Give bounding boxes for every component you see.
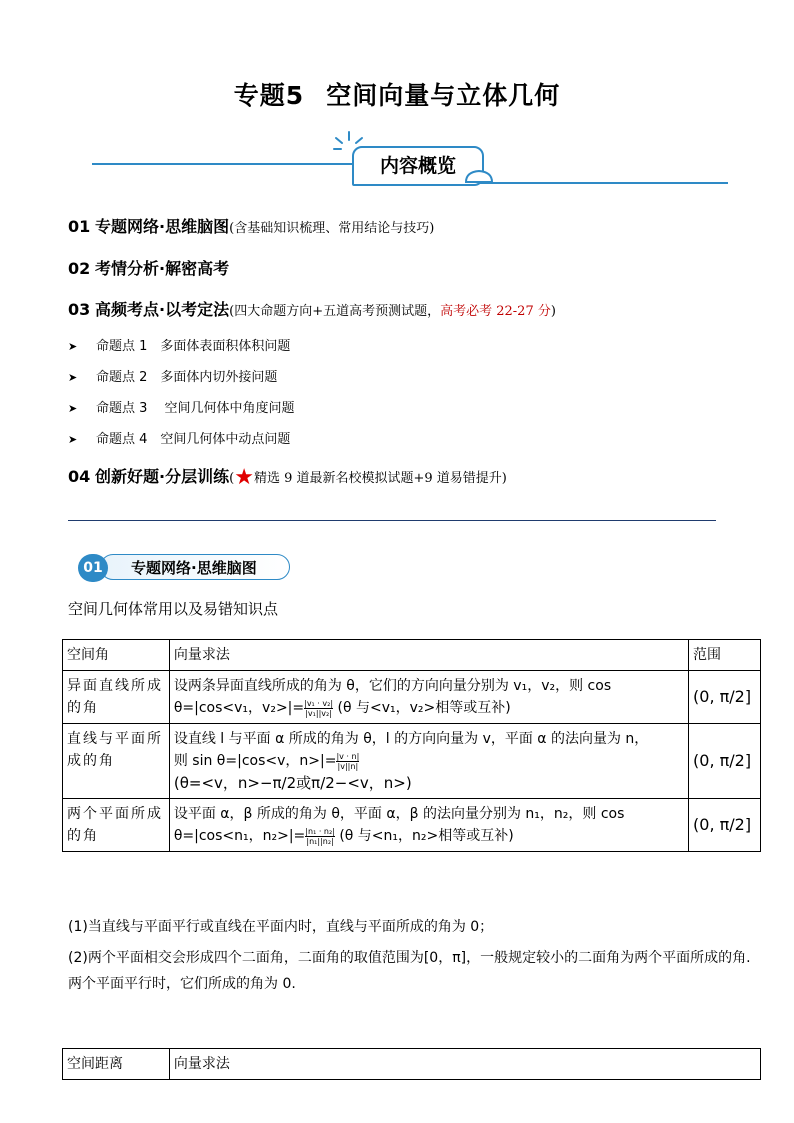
angle-name: 直线与平面所成的角 [63, 724, 170, 799]
angle-formula: 设直线 l 与平面 α 所成的角为 θ，l 的方向向量为 v，平面 α 的法向量为 n， 则 sin θ=|cos<v，n>|= $\frac{|v \cdot n|}{|v||n|}$ (θ=<v，n>−π/2或π/2−<v，n>) [169, 724, 688, 799]
title-topic-number: 专题5 [233, 81, 305, 110]
title-topic-name: 空间向量与立体几何 [326, 81, 561, 110]
intro-text: 空间几何体常用以及易错知识点 [68, 600, 279, 618]
star-icon: ★ [234, 465, 254, 490]
space-angle-table [62, 639, 761, 852]
overview-badge: 内容概览 [352, 146, 484, 186]
section-label: 专题网络·思维脑图 [100, 554, 290, 580]
angle-range: (0, π/2] [689, 671, 761, 724]
note-1: (1)当直线与平面平行或直线在平面内时，直线与平面所成的角为 0； [68, 919, 494, 935]
space-distance-table [62, 1048, 761, 1080]
formula-fraction: $\frac{|v \cdot n|}{|v||n|}$ [336, 751, 360, 771]
table-row [63, 671, 761, 724]
formula-fraction: $\frac{\text{|v₁ · v₂|}}{\text{|v₁||v₂|}}$ [304, 698, 334, 718]
section-number: 01 [78, 554, 108, 582]
page-title [0, 76, 794, 112]
table-header: 范围 [689, 640, 761, 671]
toc-item-03: 03 高频考点·以考定法(四大命题方向+五道高考预测试题，高考必考 22-27 分) [68, 300, 556, 319]
angle-formula: 设平面 α，β 所成的角为 θ，平面 α，β 的法向量分别为 n₁，n₂，则 cos θ=|cos<n₁，n₂>|= $\frac{\text{|n₁ · n₂|}}{\text{|n₁||n₂|}}$ (θ 与<n₁，n₂>相等或互补) [169, 799, 688, 852]
angle-formula: 设两条异面直线所成的角为 θ，它们的方向向量分别为 v₁，v₂，则 cos θ=|cos<v₁，v₂>|= $\frac{\text{|v₁ · v₂|}}{\text{|v₁||v₂|}}$ (θ 与<v₁，v₂>相等或互补) [169, 671, 688, 724]
angle-range: (0, π/2] [689, 799, 761, 852]
table-header: 向量求法 [169, 640, 688, 671]
table-row [63, 799, 761, 852]
hat-icon [462, 166, 496, 186]
table-header: 空间距离 [63, 1049, 170, 1080]
subpoint-3: ➤ 命题点 3 空间几何体中角度问题 [68, 401, 295, 416]
angle-name: 两个平面所成的角 [63, 799, 170, 852]
angle-range: (0, π/2] [689, 724, 761, 799]
note-2: (2)两个平面相交会形成四个二面角，二面角的取值范围为[0，π]，一般规定较小的二面角为两个平面所成的角. 两个平面平行时，它们所成的角为 0. [68, 950, 751, 992]
subpoint-1: ➤ 命题点 1 多面体表面积体积问题 [68, 339, 291, 354]
toc-item-04: 04 创新好题·分层训练(★精选 9 道最新名校模拟试题+9 道易错提升) [68, 465, 507, 490]
header-divider-right [478, 182, 728, 184]
table-header: 向量求法 [169, 1049, 760, 1080]
formula-fraction: $\frac{\text{|n₁ · n₂|}}{\text{|n₁||n₂|}}$ [305, 826, 335, 846]
toc-item-02: 02 考情分析·解密高考 [68, 259, 230, 278]
section-divider [68, 520, 716, 521]
subpoint-4: ➤ 命题点 4 空间几何体中动点问题 [68, 432, 291, 447]
table-row [63, 724, 761, 799]
table-header-row [63, 1049, 761, 1080]
subpoint-2: ➤ 命题点 2 多面体内切外接问题 [68, 370, 278, 385]
header-divider-left [92, 163, 354, 165]
table-header-row [63, 640, 761, 671]
toc-item-01: 01 专题网络·思维脑图(含基础知识梳理、常用结论与技巧) [68, 217, 435, 236]
table-header: 空间角 [63, 640, 170, 671]
angle-name: 异面直线所成的角 [63, 671, 170, 724]
